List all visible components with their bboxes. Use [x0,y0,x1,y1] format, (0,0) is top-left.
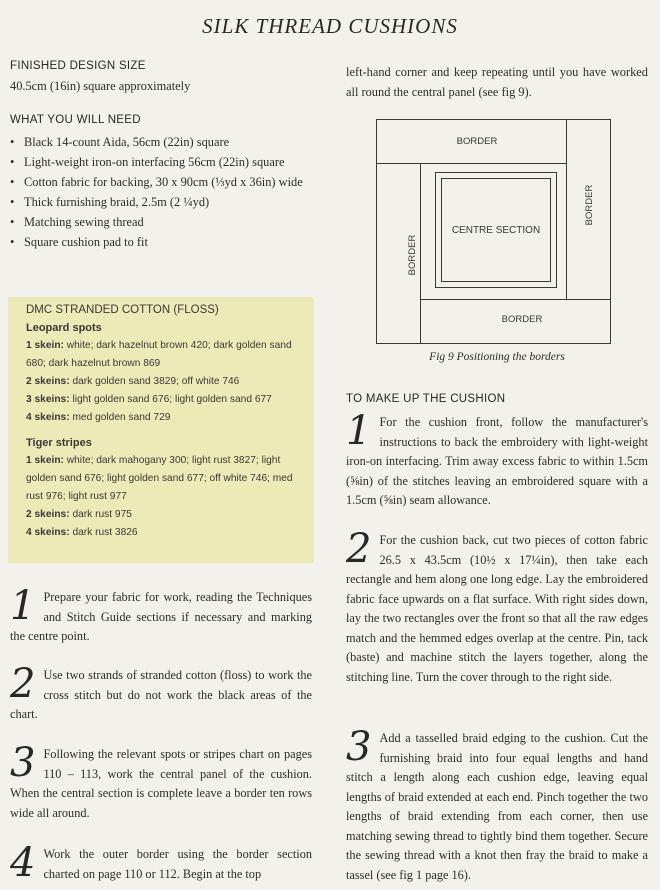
thread-line: 4 skeins: med golden sand 729 [26,412,171,423]
step-number: 3 [10,740,36,786]
finished-size-text: 40.5cm (16in) square approximately [10,79,191,93]
border-label-bottom: BORDER [501,314,543,325]
thread-line: 1 skein: white; dark mahogany 300; light rust 3827; light golden sand 676; light golden sand 677; off white 746; med rust 976; light rust 977 [26,455,293,502]
list-item: • Square cushion pad to fit [10,232,316,252]
thread-line: 2 skeins: dark golden sand 3829; off white 746 [26,376,240,387]
thread-box-title: DMC STRANDED COTTON (FLOSS) [26,304,219,316]
step-4 [10,840,312,886]
step-text: Work the outer border using the border section charted on page 110 or 112. Begin at the top [43,847,312,881]
border-label-top: BORDER [456,136,498,147]
leopard-title: Leopard spots [26,322,102,334]
step-1 [10,583,312,647]
left-column [10,60,316,252]
border-diagram [376,119,611,344]
needs-list [10,132,316,252]
makeup-step-3 [346,724,648,885]
list-item: • Thick furnishing braid, 2.5m (2 ¼yd) [10,192,316,212]
centre-label: CENTRE SECTION [451,225,541,236]
needs-heading: WHAT YOU WILL NEED [10,114,141,126]
step-number: 2 [10,661,36,707]
thread-line: 3 skeins: light golden sand 676; light golden sand 677 [26,394,272,405]
step-number: 4 [10,840,36,886]
continuation-text: left-hand corner and keep repeating until you have worked all round the central panel (see fig 9). [346,65,648,99]
tiger-title: Tiger stripes [26,437,92,449]
makeup-step-1 [346,408,648,511]
step-text: Prepare your fabric for work, reading the Techniques and Stitch Guide sections if necessary and marking the centre point. [10,590,312,643]
step-text: Following the relevant spots or stripes chart on pages 110 – 113, work the central panel of the cushion. When the central section is complete leave a border ten rows wide all around. [10,747,312,820]
border-label-left: BORDER [407,234,418,276]
thread-list-box [8,297,314,563]
step-number: 1 [10,583,36,629]
step-text: Add a tasselled braid edging to the cushion. Cut the furnishing braid into four equal lengths and hand stitch a length along each cushion edge, leaving equal lengths of braid extended at each end. Pinch together the two lengths of braid extending from each corner, then use matching sewing thread to tightly bind them together. Secure the sewing thread with a knot then fray the braid to make a tassel (see fig 1 page 16). [346,731,648,882]
step-number: 1 [346,408,372,454]
thread-line: 2 skeins: dark rust 975 [26,509,132,520]
step-text: For the cushion back, cut two pieces of cotton fabric 26.5 x 43.5cm (10½ x 17¼in), then take each rectangle and hem along one long edge. Lay the embroidered fabric face upwards on a flat surface. With right sides down, lay the two rectangles over the front so that all the raw edges match and the hemmed edges overlap at the centre. Pin, tack (baste) and machine stitch the layers together, along the stitching line. Turn the cover through to the right side. [346,533,648,684]
step-text: For the cushion front, follow the manufacturer's instructions to back the embroidery with light-weight iron-on interfacing. Trim away excess fabric to within 1.5cm (⅝in) of the stitches leaving an embroidered square with a 1.5cm (⅝in) seam allowance. [346,415,648,507]
thread-line: 4 skeins: dark rust 3826 [26,527,138,538]
list-item: • Black 14-count Aida, 56cm (22in) square [10,132,316,152]
finished-size-heading: FINISHED DESIGN SIZE [10,60,146,72]
figure-caption: Fig 9 Positioning the borders [429,351,565,363]
step-2 [10,661,312,725]
makeup-step-2 [346,526,648,687]
step-number: 3 [346,724,372,770]
step-text: Use two strands of stranded cotton (floss) to work the cross stitch but do not work the black areas of the chart. [10,668,312,721]
page-title: SILK THREAD CUSHIONS [202,14,458,38]
border-label-right: BORDER [584,184,595,226]
list-item: • Cotton fabric for backing, 30 x 90cm (⅓yd x 36in) wide [10,172,316,192]
step-number: 2 [346,526,372,572]
step-3 [10,740,312,823]
thread-line: 1 skein: white; dark hazelnut brown 420; dark golden sand 680; dark hazelnut brown 869 [26,340,292,369]
makeup-heading: TO MAKE UP THE CUSHION [346,393,506,405]
list-item: • Matching sewing thread [10,212,316,232]
list-item: • Light-weight iron-on interfacing 56cm (22in) square [10,152,316,172]
right-column [346,62,648,102]
